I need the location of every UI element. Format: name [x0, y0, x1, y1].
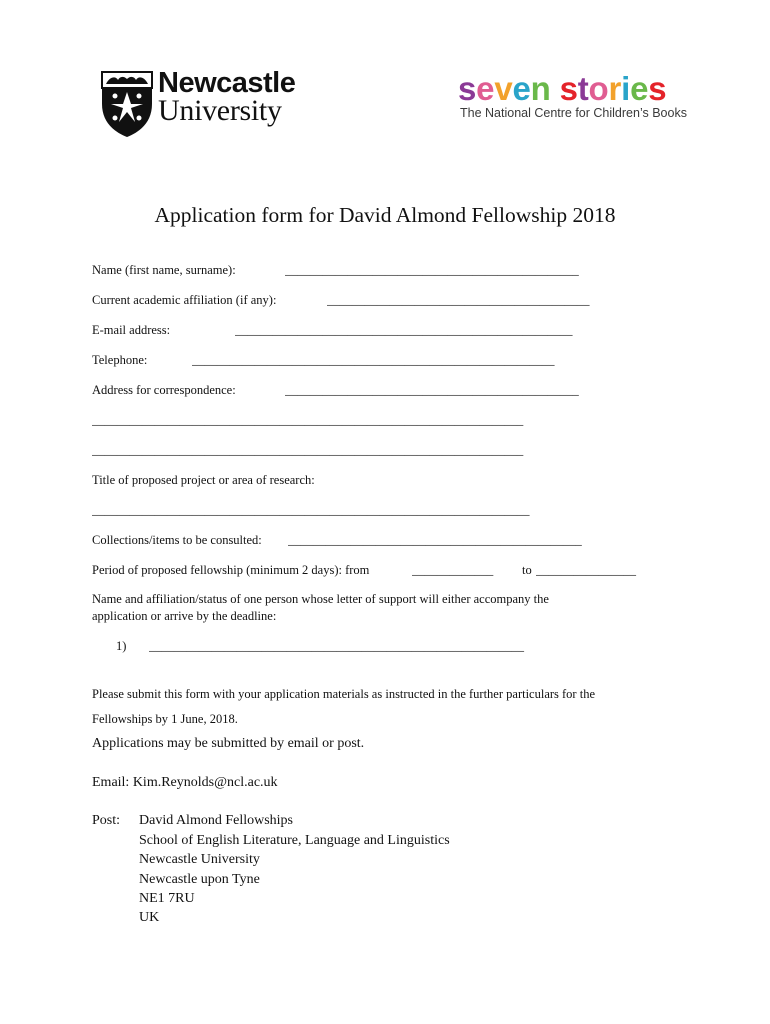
period-to-field[interactable]: ________________	[536, 563, 636, 577]
university-shield-icon	[100, 70, 154, 138]
seven-stories-subtitle: The National Centre for Children’s Books	[460, 106, 687, 120]
post-address-line: Newcastle upon Tyne	[139, 872, 260, 887]
project-label: Title of proposed project or area of research:	[92, 473, 315, 487]
email-label: E-mail address:	[92, 323, 171, 337]
project-field[interactable]: ______________________________________________________________________	[92, 503, 530, 517]
contact-email-text: Email: Kim.Reynolds@ncl.ac.uk	[92, 775, 278, 790]
email-field[interactable]: ______________________________________________________	[235, 323, 573, 337]
name-field[interactable]: _______________________________________________	[285, 263, 579, 277]
support-item-number: 1)	[116, 639, 127, 653]
post-address-line: NE1 7RU	[139, 891, 195, 906]
submit-instruction-line2: Fellowships by 1 June, 2018.	[92, 712, 238, 726]
logo-university-text: University	[158, 94, 282, 127]
seven-stories-wordmark	[458, 72, 666, 106]
address-label: Address for correspondence:	[92, 383, 236, 397]
address-field-line2[interactable]: _____________________________________________________________________	[92, 413, 524, 427]
period-to-label: to	[522, 563, 532, 577]
submit-instruction-line1: Please submit this form with your application materials as instructed in the further particulars for the	[92, 687, 595, 701]
post-address-line: David Almond Fellowships	[139, 813, 294, 828]
period-label: Period of proposed fellowship (minimum 2 days): from	[92, 563, 370, 577]
post-address-line: UK	[139, 910, 160, 925]
collections-label: Collections/items to be consulted:	[92, 533, 262, 547]
support-person-field[interactable]: ____________________________________________________________	[149, 639, 524, 653]
name-label: Name (first name, surname):	[92, 263, 236, 277]
address-field-line3[interactable]: _____________________________________________________________________	[92, 443, 524, 457]
period-from-field[interactable]: _____________	[412, 563, 494, 577]
logo-word-stories: stories	[559, 70, 667, 107]
affiliation-field[interactable]: __________________________________________	[327, 293, 590, 307]
address-field-line1[interactable]: _______________________________________________	[285, 383, 579, 397]
post-address-line: School of English Literature, Language and Linguistics	[139, 833, 450, 848]
newcastle-university-logo	[100, 68, 315, 140]
affiliation-label: Current academic affiliation (if any):	[92, 293, 277, 307]
post-label: Post:	[92, 813, 121, 828]
support-instruction-line2: application or arrive by the deadline:	[92, 609, 277, 623]
logo-word-seven: seven	[458, 70, 551, 107]
collections-field[interactable]: _______________________________________________	[288, 533, 582, 547]
telephone-field[interactable]: __________________________________________________________	[192, 353, 555, 367]
support-instruction-line1: Name and affiliation/status of one person whose letter of support will either accompany the	[92, 592, 549, 606]
seven-stories-logo	[458, 72, 718, 124]
logo-newcastle-text: Newcastle	[158, 67, 296, 99]
form-title: Application form for David Almond Fellowship 2018	[154, 203, 616, 227]
post-address-line: Newcastle University	[139, 852, 260, 867]
submission-methods-text: Applications may be submitted by email or post.	[92, 736, 365, 751]
telephone-label: Telephone:	[92, 353, 148, 367]
